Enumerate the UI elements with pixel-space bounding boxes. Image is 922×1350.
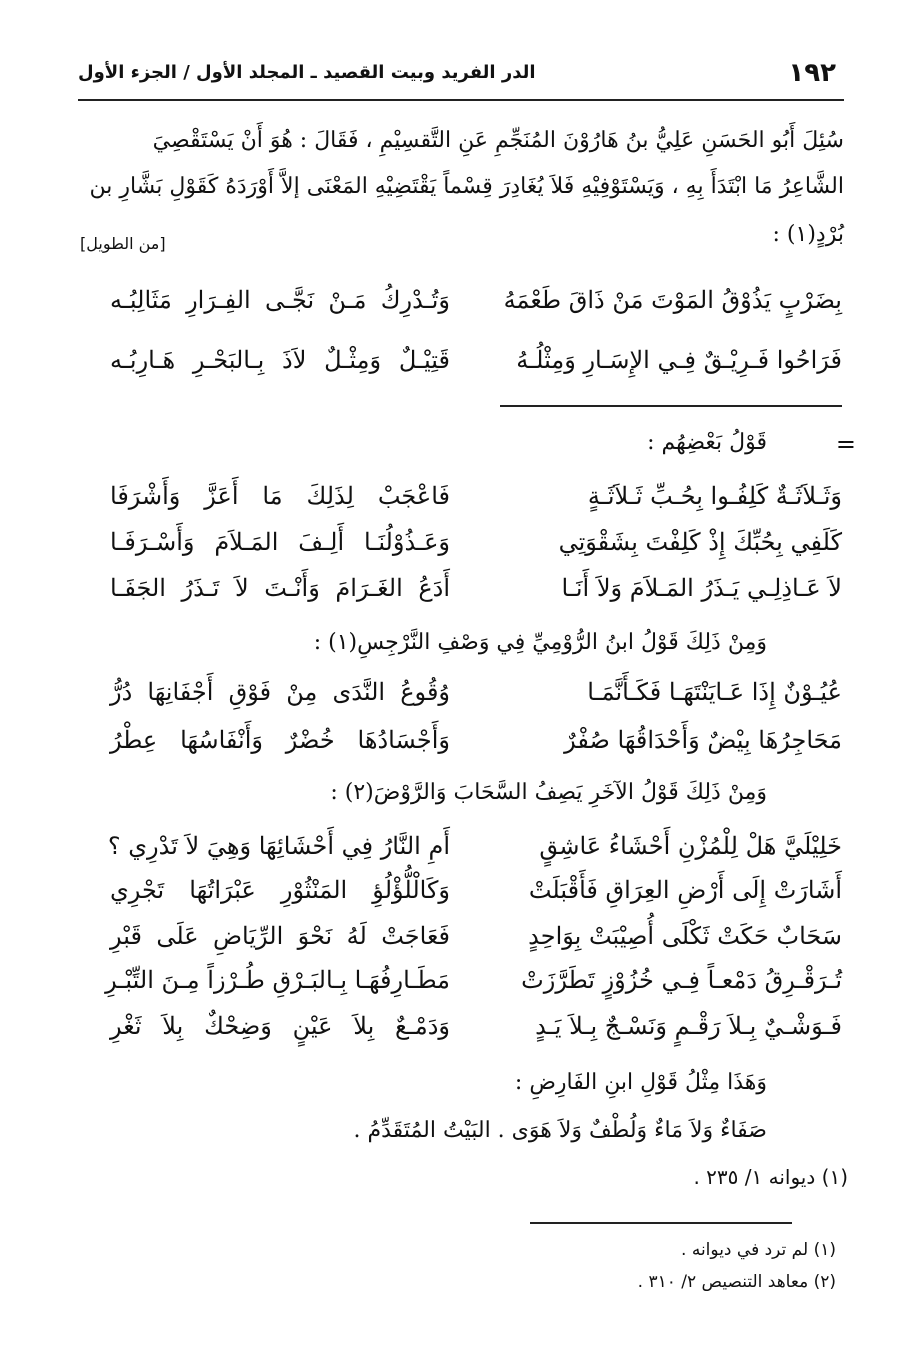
- s4-verse-1-first: خَلِيْلَيَّ هَلْ لِلْمُزْنِ أَحْشَاءُ عَاشِقٍ: [539, 832, 842, 860]
- s4-verse-2-second: وَكَالْلُّؤْلُؤِ المَنْثُوْرِ عَبْرَاتُهَا تَجْرِي: [110, 876, 450, 904]
- s4-verse-2-first: أَشَارَتْ إِلَى أَرْضِ العِرَاقِ فَأَقْبَلَتْ: [528, 876, 842, 904]
- footnote-main: (١) ديوانه ١/ ٢٣٥ .: [693, 1165, 848, 1189]
- s4-verse-3-first: سَحَابٌ حَكَتْ ثَكْلَى أُصِيْبَتْ بِوَاحِدٍ: [528, 922, 842, 950]
- verse-2-second-hemistich: قَتِيْـلٌ وَمِثْـلٌ لاَذَ بِـالبَحْـرِ هَـارِبُـه: [110, 346, 450, 374]
- section4-intro: وَمِنْ ذَلِكَ قَوْلُ الآخَرِ يَصِفُ السَّحَابَ وَالرَّوْضَ(٢) :: [330, 780, 767, 805]
- verse-2-first-hemistich: فَرَاحُوا فَـرِيْـقٌ فِـي الإِسَـارِ وَمِثْلُـهُ: [516, 346, 842, 374]
- intro-line-3: بُرْدٍ(١) :: [772, 222, 844, 247]
- s2-verse-2-second: وَعَـذُوْلُنَـا أَلِـفَ المَـلاَمَ وَأَسْـرَفَـا: [110, 528, 450, 556]
- s2-verse-1-second: فَاعْجَبْ لِذَلِكَ مَا أَعَزَّ وَأَشْرَفَا: [110, 482, 450, 510]
- footnote-1: (١) لم ترد في ديوانه .: [681, 1240, 836, 1260]
- footnote-2: (٢) معاهد التنصيص ٢/ ٣١٠ .: [637, 1272, 836, 1292]
- s2-verse-1-first: وَثَـلاَثَـةٌ كَلِفُـوا بِحُـبِّ ثَـلاَثَـةٍ: [587, 482, 842, 510]
- section3-intro: وَمِنْ ذَلِكَ قَوْلُ ابنُ الرُّوْمِيِّ فِي وَصْفِ النَّرْجِسِ(١) :: [313, 630, 767, 655]
- s2-verse-3-first: لاَ عَـاذِلِـي يَـذَرُ المَـلاَمَ وَلاَ أَنَـا: [561, 574, 842, 602]
- s4-verse-3-second: فَعَاجَتْ لَهُ نَحْوَ الرِّيَاضِ عَلَى قَبْرِ: [110, 922, 450, 950]
- text-separator-rule: [500, 405, 842, 407]
- verse-1-second-hemistich: وَتُـدْرِكُ مَـنْ نَجَّـى الفِـرَارِ مَثَالِبُـه: [110, 286, 450, 314]
- running-header-title: الدر الفريد وبيت القصيد ـ المجلد الأول / الجزء الأول: [78, 62, 536, 83]
- closing-line-1: وَهَذَا مِثْلُ قَوْلِ ابنِ الفَارِضِ :: [514, 1070, 767, 1095]
- s2-verse-3-second: أَدَعُ الغَـرَامَ وَأَنْـتَ لاَ تَـذَرُ الجَفَـا: [110, 574, 450, 602]
- intro-line-1: سُئِلَ أَبُو الحَسَنِ عَلِيُّ بنُ هَارُوْنَ المُنَجِّمِ عَنِ التَّقسِيْمِ ، فَقَالَ : هُوَ أَنْ يَسْتَقْصِيَ: [152, 128, 844, 153]
- verse-1-first-hemistich: بِضَرْبٍ يَذُوْقُ المَوْتَ مَنْ ذَاقَ طَعْمَهُ: [503, 286, 842, 314]
- s3-verse-2-first: مَحَاجِرُهَا بِيْضٌ وَأَحْدَاقُهَا صُفْرٌ: [564, 726, 842, 754]
- s3-verse-2-second: وَأَجْسَادُهَا خُضْرٌ وَأَنْفَاسُهَا عِطْرُ: [110, 726, 450, 754]
- footnote-rule: [530, 1222, 792, 1224]
- s4-verse-5-second: وَدَمْـعٌ بِلاَ عَيْنٍ وَضِحْكٌ بِلاَ ثَغْرِ: [110, 1012, 450, 1040]
- section2-intro: قَوْلُ بَعْضِهُم :: [647, 430, 767, 455]
- s3-verse-1-first: عُيُـوْنٌ إِذَا عَـايَنْتَهَـا فَكَـأَنَّمَـا: [587, 678, 842, 706]
- s4-verse-4-second: مَطَـارِفُهَـا بِـالبَـرْقِ طُـرْزاً مِـنَ التِّبْـرِ: [105, 966, 450, 994]
- s4-verse-1-second: أَمِ النَّارُ فِي أَحْشَائِهَا وَهِيَ لاَ تَدْرِي ؟: [107, 832, 450, 860]
- closing-line-2: صَفَاءٌ وَلاَ مَاءٌ وَلُطْفٌ وَلاَ هَوَى . البَيْتُ المُتَقَدِّمُ .: [353, 1118, 767, 1143]
- header-rule: [78, 99, 844, 101]
- meter-label: [من الطويل]: [80, 234, 166, 253]
- s4-verse-5-first: فَـوَشْـيٌ بِـلاَ رَقْـمٍ وَنَسْـجٌ بِـلاَ يَـدٍ: [535, 1012, 842, 1040]
- page-number: ١٩٢: [788, 58, 836, 88]
- intro-line-2: الشَّاعِرُ مَا ابْتَدَأَ بِهِ ، وَيَسْتَوْفِيْهِ فَلاَ يُغَادِرَ قِسْماً يَقْتَضِيْهِ المَعْنَى إلاَّ أَوْرَدَهُ كَقَوْلِ بَشَّارِ بن: [89, 174, 844, 199]
- s2-verse-2-first: كَلَفِي بِحُبِّكَ إِذْ كَلِفْتَ بِشَقْوَتِي: [558, 528, 842, 556]
- s3-verse-1-second: وُقُوعُ النَّدَى مِنْ فَوْقِ أَجْفَانِهَا دُرُّ: [110, 678, 450, 706]
- s4-verse-4-first: تُـرَقْـرِقُ دَمْعـاً فِـي خُزُوْزٍ تَطَرَّزَتْ: [521, 966, 842, 994]
- continuation-mark: =: [835, 430, 856, 458]
